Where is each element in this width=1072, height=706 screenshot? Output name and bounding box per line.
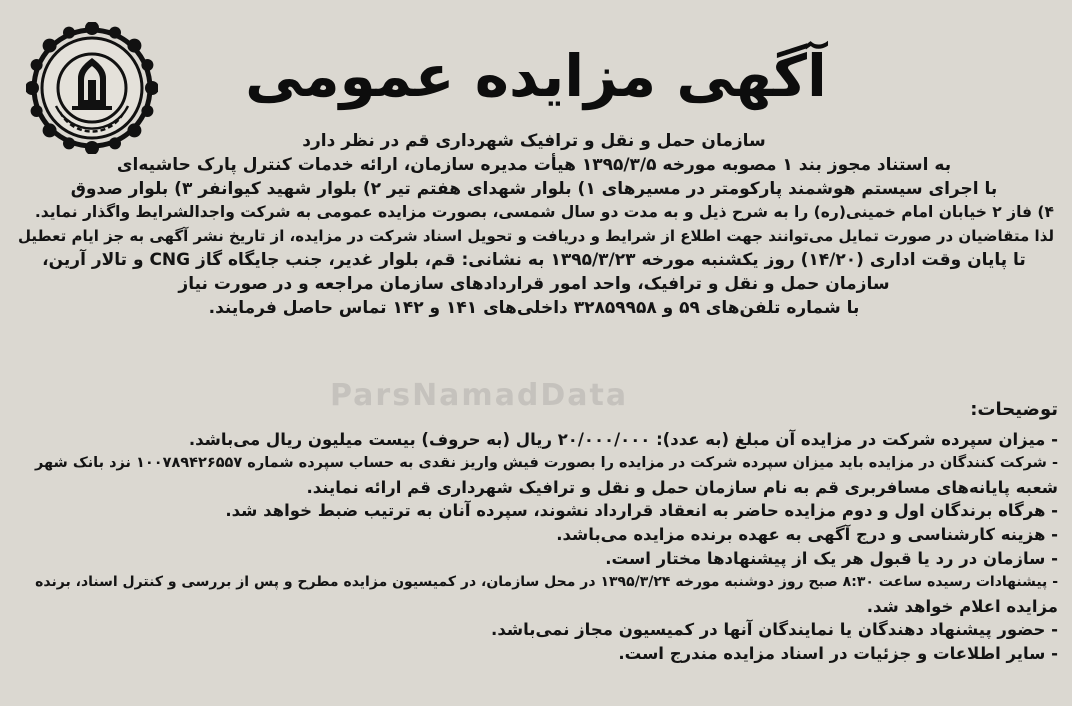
watermark: ParsNamadData	[330, 378, 629, 413]
note-item: - حضور پیشنهاد دهندگان یا نمایندگان آنها در کمیسیون مجاز نمی‌باشد.	[491, 620, 1058, 640]
note-item: - هزینه کارشناسی و درج آگهی به عهده برنده مزایده می‌باشد.	[556, 525, 1058, 545]
note-item: - سایر اطلاعات و جزئیات در اسناد مزایده مندرج است.	[618, 644, 1058, 664]
note-item: - هرگاه برندگان اول و دوم مزایده حاضر به انعقاد قرارداد نشوند، سپرده آنان به ترتیب ضبط خواهد شد.	[225, 501, 1058, 521]
page-title: آگهی مزایده عمومی	[245, 42, 827, 110]
note-item: - سازمان در رد یا قبول هر یک از پیشنهادها مختار است.	[605, 548, 1058, 568]
notes-heading: توضیحات:	[970, 399, 1058, 420]
intro-line: با اجرای سیستم هوشمند پارکومتر در مسیرهای ۱) بلوار شهدای هفتم تیر ۲) بلوار شهید کیوانفر ۳) بلوار صدوق	[70, 178, 998, 199]
note-item: مزایده اعلام خواهد شد.	[866, 596, 1058, 616]
intro-section	[14, 130, 1054, 320]
intro-line: ۴) فاز ۲ خیابان امام خمینی(ره) را به شرح ذیل و به مدت دو سال شمسی، بصورت مزایده عمومی به شرکت واجدالشرایط واگذار نماید.	[34, 203, 1054, 222]
note-item: - شرکت کنندگان در مزایده باید میزان سپرده شرکت در مزایده را بصورت فیش واریز نقدی به حساب سپرده شماره ۱۰۰۷۸۹۴۲۶۵۵۷ نزد بانک شهر	[34, 454, 1058, 471]
intro-line: سازمان حمل و نقل و ترافیک، واحد امور قراردادهای سازمان مراجعه و در صورت نیاز	[178, 273, 890, 294]
note-item: شعبه پایانه‌های مسافربری قم به نام سازمان حمل و نقل و ترافیک شهرداری قم ارائه نمایند.	[306, 477, 1058, 497]
notes-section	[12, 428, 1058, 666]
note-item: - میزان سپرده شرکت در مزایده آن مبلغ (به عدد): ۲۰/۰۰۰/۰۰۰ ریال (به حروف) بیست میلیون ریال می‌باشد.	[188, 430, 1058, 449]
intro-line: با شماره تلفن‌های ۵۹ و ۳۲۸۵۹۹۵۸ داخلی‌های ۱۴۱ و ۱۴۲ تماس حاصل فرمایند.	[208, 297, 860, 318]
intro-line: سازمان حمل و نقل و ترافیک شهرداری قم در نظر دارد	[302, 131, 766, 151]
note-item: - پیشنهادات رسیده ساعت ۸:۳۰ صبح روز دوشنبه مورخه ۱۳۹۵/۳/۲۴ در محل سازمان، در کمیسیون مزایده مطرح و پس از بررسی و کنترل اسناد، برنده	[35, 573, 1058, 590]
intro-line: تا پایان وقت اداری (۱۴/۲۰) روز یکشنبه مورخه ۱۳۹۵/۳/۲۳ به نشانی: قم، بلوار غدیر، جنب جایگاه گاز CNG و تالار آرین،	[42, 249, 1026, 270]
intro-line: لذا متقاضیان در صورت تمایل می‌توانند جهت اطلاع از شرایط و دریافت و تحویل اسناد شرکت در مزایده، از تاریخ نشر آگهی به جز ایام تعطیل	[18, 227, 1054, 246]
intro-line: به استناد مجوز بند ۱ مصوبه مورخه ۱۳۹۵/۳/۵ هیأت مدیره سازمان، ارائه خدمات کنترل پارک حاشیه‌ای	[116, 154, 952, 175]
